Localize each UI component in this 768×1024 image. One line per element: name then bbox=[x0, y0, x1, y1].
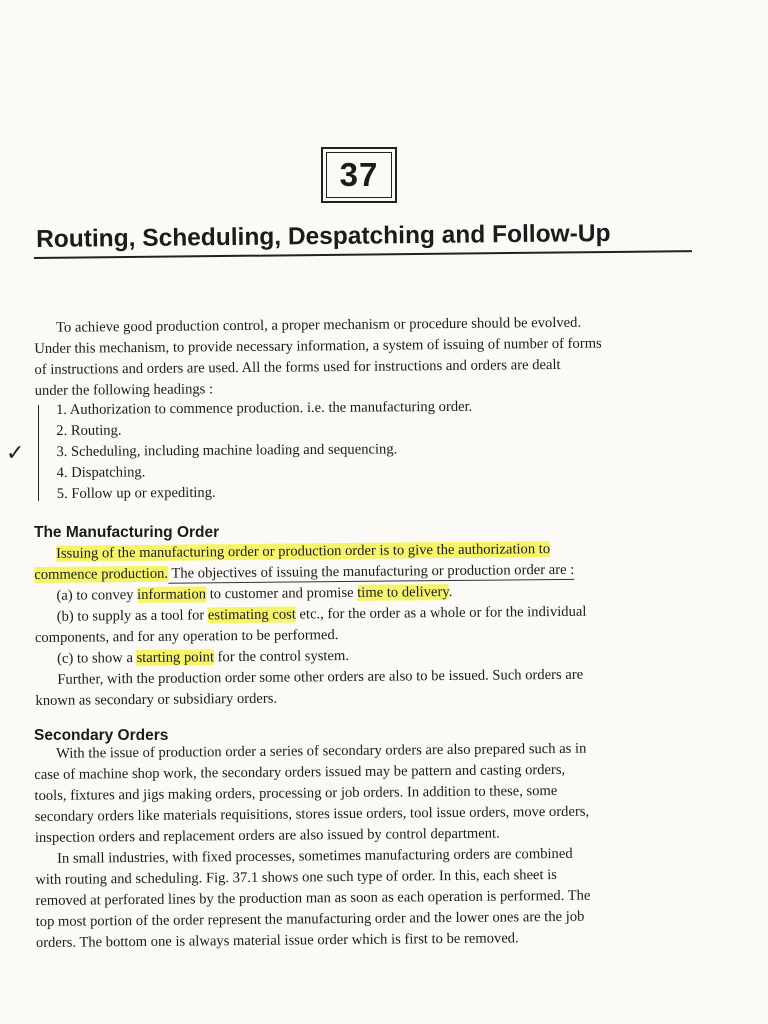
list-item: 5. Follow up or expediting. bbox=[56, 484, 216, 502]
intro-line: under the following headings : bbox=[34, 381, 214, 399]
list-item: 1. Authorization to commence production. i.e. the manufacturing order. bbox=[56, 398, 473, 418]
text: etc., for the order as a whole or for the individual bbox=[295, 603, 587, 623]
intro-paragraph bbox=[34, 312, 697, 402]
text: (b) to supply as a tool for bbox=[56, 607, 208, 625]
highlighted-text: time to delivery bbox=[357, 584, 449, 601]
headings-list bbox=[56, 395, 677, 505]
paragraph-line: tools, fixtures and jigs making orders, processing or job orders. In addition to these, some bbox=[34, 782, 558, 804]
objective-b-continued: components, and for any operation to be performed. bbox=[34, 627, 339, 646]
paragraph-line: top most portion of the order represent the manufacturing order and the lower ones are the job bbox=[35, 908, 585, 930]
highlighted-text: Issuing of the manufacturing order or production order is to give the authorization to bbox=[56, 541, 551, 562]
chapter-title: Routing, Scheduling, Despatching and Follow-Up bbox=[36, 219, 611, 253]
text: (c) to show a bbox=[57, 650, 137, 667]
list-item: 2. Routing. bbox=[56, 422, 122, 439]
intro-line: Under this mechanism, to provide necessary information, a system of issuing of number of forms bbox=[34, 335, 602, 357]
paragraph-line: known as secondary or subsidiary orders. bbox=[35, 690, 278, 709]
manufacturing-order-paragraph bbox=[34, 538, 698, 712]
paragraph-line: inspection orders and replacement orders are also issued by control department. bbox=[34, 825, 500, 846]
handwritten-bracket bbox=[38, 405, 39, 501]
paragraph-line: Further, with the production order some other orders are also to be issued. Such orders are bbox=[57, 666, 584, 688]
paragraph-line: case of machine shop work, the secondary orders issued may be pattern and casting orders, bbox=[34, 761, 566, 783]
text: . bbox=[448, 583, 453, 601]
secondary-orders-paragraph bbox=[34, 738, 698, 954]
text: for the control system. bbox=[213, 647, 350, 666]
handwritten-tick-mark: ✓ bbox=[6, 440, 25, 465]
paragraph-line: secondary orders like materials requisitions, stores issue orders, tool issue orders, move orders, bbox=[34, 803, 590, 825]
paragraph-line: orders. The bottom one is always material issue order which is first to be removed. bbox=[35, 930, 519, 951]
section-heading-secondary-orders: Secondary Orders bbox=[34, 727, 169, 744]
intro-line: of instructions and orders are used. All the forms used for instructions and orders are dealt bbox=[34, 356, 561, 378]
chapter-number-box bbox=[321, 147, 397, 203]
intro-line: To achieve good production control, a proper mechanism or procedure should be evolved. bbox=[56, 314, 582, 336]
underlined-text: The objectives of issuing the manufacturing or production order are : bbox=[167, 561, 575, 582]
text: (a) to convey bbox=[56, 587, 138, 604]
list-item: 4. Dispatching. bbox=[56, 464, 146, 481]
section-heading-manufacturing-order: The Manufacturing Order bbox=[34, 524, 220, 541]
list-item: 3. Scheduling, including machine loading and sequencing. bbox=[56, 441, 398, 460]
paragraph-line: with routing and scheduling. Fig. 37.1 shows one such type of order. In this, each sheet is bbox=[35, 866, 558, 888]
highlighted-text: commence production. bbox=[34, 565, 169, 583]
highlighted-text: starting point bbox=[136, 649, 215, 667]
paragraph-line: removed at perforated lines by the production man as soon as each operation is performed. The bbox=[35, 887, 591, 909]
chapter-number: 37 bbox=[339, 156, 379, 193]
paragraph-line: In small industries, with fixed processes, sometimes manufacturing orders are combined bbox=[57, 845, 573, 867]
highlighted-text: estimating cost bbox=[207, 606, 296, 624]
highlighted-text: information bbox=[137, 586, 207, 604]
paragraph-line: With the issue of production order a series of secondary orders are also prepared such as in bbox=[56, 740, 587, 762]
text: to customer and promise bbox=[205, 584, 358, 603]
